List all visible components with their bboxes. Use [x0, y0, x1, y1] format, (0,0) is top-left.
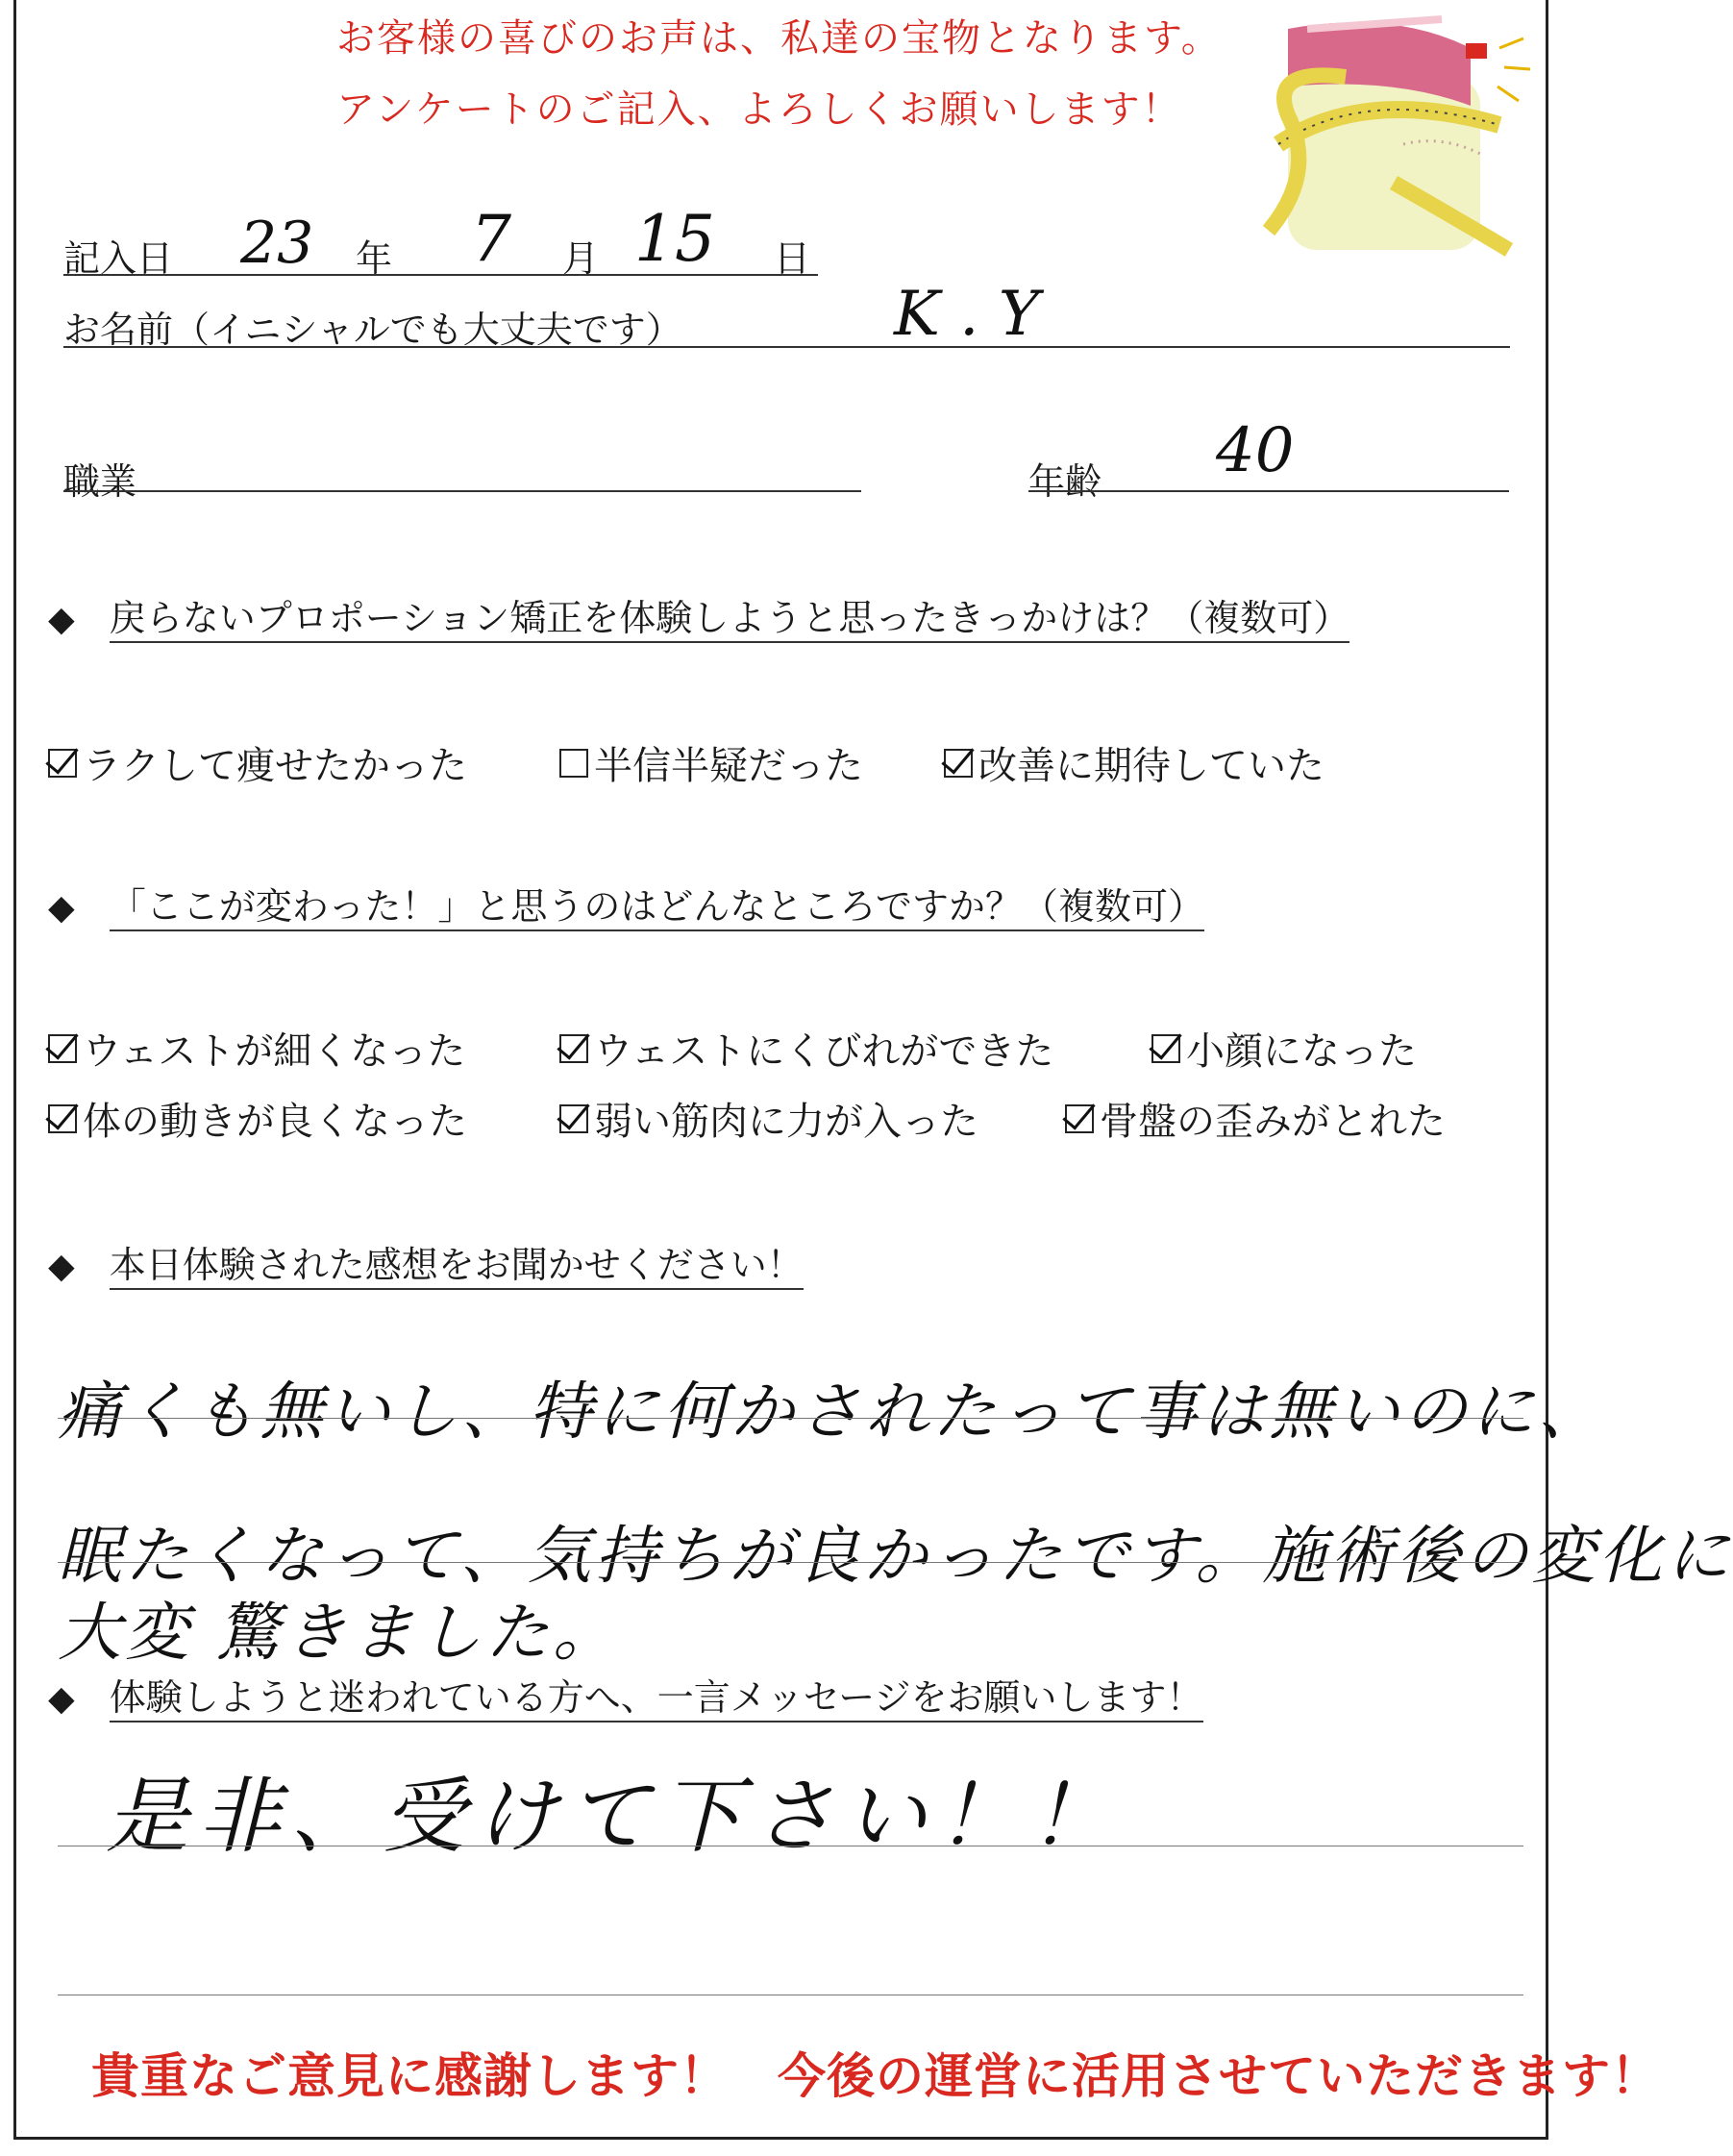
q1-option-1-label: ラクして痩せたかった: [83, 744, 467, 788]
name-label: お名前（イニシャルでも大丈夫です）: [63, 309, 682, 351]
q2-option-6[interactable]: [1065, 1091, 1446, 1146]
answer-rule: [58, 1418, 1523, 1419]
q3-heading: [48, 1235, 804, 1288]
diamond-bullet-icon: ◆: [48, 888, 75, 928]
q2-option-1[interactable]: [48, 1021, 465, 1076]
date-year-unit: 年: [356, 237, 393, 280]
date-underline: [63, 274, 818, 276]
name-underline: [63, 346, 1510, 348]
q2-option-6-label: 骨盤の歪みがとれた: [1100, 1100, 1446, 1144]
q2-option-3[interactable]: [1151, 1021, 1417, 1076]
q4-answer: 是非、受けて下さい！！: [106, 1769, 1121, 1865]
age-value: 40: [1216, 415, 1295, 486]
q1-option-2-label: 半信半疑だった: [594, 744, 863, 788]
q4-title: 体験しようと迷われている方へ、一言メッセージをお願いします！: [110, 1676, 1203, 1722]
checkbox-checked-icon[interactable]: [559, 1104, 588, 1133]
age-label: 年齢: [1028, 460, 1102, 503]
q1-heading: [48, 588, 1349, 641]
footer-thanks: 貴重なご意見に感謝します！ 今後の運営に活用させていただきます！: [91, 2048, 1660, 2104]
q2-heading: [48, 877, 1204, 929]
date-label: 記入日: [63, 237, 174, 280]
date-year-value: 23: [240, 210, 314, 277]
q2-option-1-label: ウェストが細くなった: [83, 1029, 466, 1074]
date-month-unit: 月: [562, 237, 600, 280]
answer-rule: [58, 1562, 1523, 1563]
checkbox-checked-icon[interactable]: [48, 1034, 77, 1063]
header-line-2: アンケートのご記入、よろしくお願いします！: [336, 87, 1182, 132]
name-value: K . Y: [894, 279, 1040, 350]
q3-answer-line-1: 痛くも無いし、特に何かされたって事は無いのに、: [58, 1375, 1605, 1449]
measuring-tape-icon: [1250, 10, 1538, 260]
date-day-value: 15: [634, 202, 715, 276]
q2-option-4[interactable]: [48, 1091, 467, 1146]
date-day-unit: 日: [774, 237, 811, 280]
q1-option-2[interactable]: [559, 735, 863, 790]
q1-option-1[interactable]: [48, 735, 467, 790]
date-month-value: 7: [471, 202, 511, 276]
q2-option-2-label: ウェストにくびれができた: [594, 1029, 1054, 1074]
occupation-underline: [63, 490, 861, 492]
q3-answer-line-3: 大変 驚きました。: [58, 1596, 620, 1670]
q2-option-4-label: 体の動きが良くなった: [83, 1100, 467, 1144]
q3-title: 本日体験された感想をお聞かせください！: [110, 1244, 804, 1290]
checkbox-checked-icon[interactable]: [48, 749, 77, 778]
q1-option-3-label: 改善に期待していた: [978, 744, 1325, 788]
diamond-bullet-icon: ◆: [48, 600, 75, 639]
header-line-1: お客様の喜びのお声は、私達の宝物となります。: [336, 16, 1222, 61]
checkbox-checked-icon[interactable]: [559, 1034, 588, 1063]
checkbox-checked-icon[interactable]: [48, 1104, 77, 1133]
diamond-bullet-icon: ◆: [48, 1679, 75, 1719]
q2-option-2[interactable]: [559, 1021, 1053, 1076]
q2-title: 「ここが変わった！」と思うのはどんなところですか？（複数可）: [110, 885, 1204, 931]
age-underline: [1028, 490, 1509, 492]
q2-option-3-label: 小顔になった: [1186, 1029, 1417, 1074]
checkbox-checked-icon[interactable]: [1151, 1034, 1180, 1063]
checkbox-checked-icon[interactable]: [1065, 1104, 1094, 1133]
checkbox-empty-icon[interactable]: [559, 749, 588, 778]
q2-option-5[interactable]: [559, 1091, 978, 1146]
q4-heading: [48, 1668, 1203, 1721]
q1-title: 戻らないプロポーション矯正を体験しようと思ったきっかけは？（複数可）: [110, 597, 1349, 643]
checkbox-checked-icon[interactable]: [944, 749, 973, 778]
diamond-bullet-icon: ◆: [48, 1247, 75, 1286]
q3-answer-line-2: 眠たくなって、気持ちが良かったです。施術後の変化に: [58, 1519, 1733, 1593]
occupation-label: 職業: [63, 460, 137, 503]
q1-option-3[interactable]: [944, 735, 1325, 790]
q2-option-5-label: 弱い筋肉に力が入った: [594, 1100, 978, 1144]
